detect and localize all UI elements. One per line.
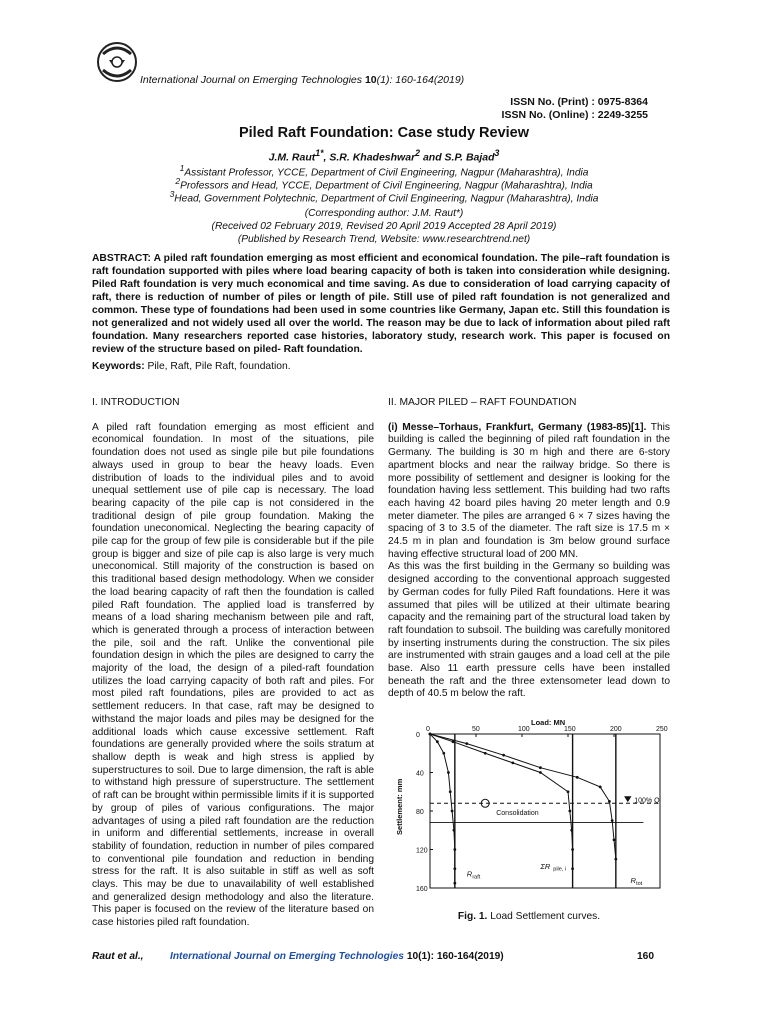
journal-logo	[95, 40, 139, 84]
y-tick-label: 0	[416, 732, 420, 739]
footer-journal: International Journal on Emerging Technologies 10(1): 160-164(2019)	[170, 951, 504, 962]
series-point	[571, 867, 574, 870]
series-point	[576, 776, 579, 779]
q-marker	[624, 796, 631, 802]
series-point	[449, 790, 452, 793]
figure-label: Fig. 1.	[457, 911, 488, 922]
column-left	[92, 397, 374, 930]
author-list	[0, 148, 768, 164]
series-point	[539, 771, 542, 774]
affiliation-2: $^2$Professors and Head, YCCE, Department of Civil Engineering, Nagpur (Maharashtra), India	[175, 176, 593, 192]
series-point	[611, 819, 614, 822]
figure-caption	[388, 911, 670, 922]
series-point	[608, 800, 611, 803]
case-text-1: This building is called the beginning of piled raft foundation in the Germany. The building is 30 m high and there are 6-story apartment blocks and near the railway bridge. So there is more possibility of settlement and designer is looking for the foundation having less settlement. This building had two rafts each having 42 board piles having 20 meter length and 0.9 meter diameter. The piles are arranged 6 × 7 sizes having the spacing of 3 to 3.5 of the diameter. The raft size is 17.5 m × 24.5 m in plan and foundation is 3m below ground surface having effective structural load of 200 MN.	[388, 421, 670, 560]
label-pile: ΣR	[540, 861, 551, 871]
case-label: (i) Messe–Torhaus, Frankfurt, Germany (1983-85)[1].	[388, 421, 647, 433]
author-1-sup: 1*	[315, 148, 324, 158]
issn-print: ISSN No. (Print) : 0975-8364	[510, 96, 648, 108]
author-3-sup: 3	[494, 148, 500, 158]
y-tick-label: 120	[416, 847, 428, 855]
series-point	[436, 740, 439, 743]
received-dates: (Received 02 February 2019, Revised 20 April 2019 Accepted 28 April 2019)	[211, 221, 557, 232]
series-point	[429, 733, 432, 736]
keywords-label: Keywords:	[92, 361, 145, 372]
series-point	[451, 810, 454, 813]
journal-issue: (1): 160-164(2019)	[376, 74, 465, 86]
annotation-consolidation: Consolidation	[496, 809, 539, 817]
series-point	[567, 790, 570, 793]
y-tick-label: 40	[416, 770, 424, 778]
author-1: J.M. Raut	[268, 151, 316, 164]
series-point	[442, 752, 445, 755]
label-tot-sub: tot	[636, 881, 643, 888]
keywords-text: Pile, Raft, Pile Raft, foundation.	[144, 361, 291, 372]
series-point	[453, 867, 456, 870]
x-tick-label: 150	[564, 726, 576, 733]
annotation-q: 100% Q	[634, 797, 660, 805]
label-raft: R	[466, 869, 473, 879]
series-point	[453, 848, 456, 851]
series-point	[465, 742, 468, 745]
x-tick-label: 0	[426, 726, 430, 733]
series-point	[571, 848, 574, 851]
x-tick-label: 250	[656, 726, 668, 733]
intro-body: A piled raft foundation emerging as most efficient and economical foundation. In most of the situations, pile foundation does not used as single pile but pile foundations always used in group to bear the heavy loads. Even distribution of loads to the individual piles and to avoid unequal settlement use of pile cap is necessary. The load bearing capacity of the pile cap is not considered in the traditional design of pile group foundation. Making the foundation uneconomical. Neglecting the bearing capacity of pile cap for the group of few pile is considerable but if the pile group is bigger and size of pile cap is also large is very much uneconomical. Still majority of the construction is based on this traditional based design methodology. When we consider the load bearing capacity of raft then the foundation is called piled Raft foundation. The applied load is transferred by means of a load sharing mechanism between pile and raft, which is generated through a process of interaction between the pile, soil and the raft. Unlike the conventional pile foundation design in which the piles are designed to carry the majority of the load, the design of a piled-raft foundation utilizes the load carrying capacity of both raft and piles. For most piled raft foundations, piles are provided to act as settlement reducers. In that case, raft may be designed to withstand the major loads and piles may be designed for the additional loads which cause excessive settlement. Raft foundations are generally provided where the soils stratum at shallow depth is weak and high stress is applied by superstructures to soil. Due to large dimension, the raft is able to withstand high pressure of superstructure. The settlement of raft can be brought within permissible limits if it is supported by group of piles of various configurations. The major advantages of using a piled raft foundation are the reduction in uniform and differential settlements, increase in overall stability of foundation, reduction in number of piles compared to conventional pile foundation and reduction in bending stress for the raft. It is also suitable in stiff as well as soft clays. This may be due to unavailability of well established and generalized design methodology and also the literature. This paper is focused on the review of the literature based on case histories piled raft foundation.	[92, 421, 374, 929]
series-point	[511, 761, 514, 764]
case-paragraph-2: As this was the first building in the Germany so building was designed according to the conventional approach suggested by German codes for fully Piled Raft foundations. Here it was assumed that piles will be utilized at their ultimate bearing capacity and the remaining part of the structural load taken by raft foundation to subsoil. The building was carefully monitored by inserting instruments during the construction. The six piles are instrumented with strain gauges and a load cell at the pile base. Also 11 earth pressure cells have been installed beneath the raft and the three extensometer lead down to depth of 40.5 m below the raft.	[388, 561, 670, 700]
keywords	[92, 361, 291, 372]
x-tick-label: 50	[472, 726, 480, 733]
load-settlement-chart	[378, 716, 674, 908]
series-point	[614, 858, 617, 861]
y-tick-label: 160	[416, 886, 428, 893]
series-point	[613, 838, 616, 841]
affiliation-3: $^3$Head, Government Polytechnic, Department of Civil Engineering, Nagpur (Maharashtra), India	[169, 189, 599, 205]
author-2-sup: 2	[415, 148, 421, 158]
series-point	[453, 882, 456, 885]
author-2: , S.R. Khadeshwar	[323, 151, 416, 164]
section-heading-intro: I. INTRODUCTION	[92, 397, 180, 408]
affiliation-1: $^1$Assistant Professor, YCCE, Department of Civil Engineering, Nagpur (Maharashtra), India	[179, 163, 589, 179]
case-paragraph-1	[388, 422, 670, 562]
author-3: and S.P. Bajad	[420, 151, 495, 164]
label-pile-sub: pile, i	[553, 866, 567, 873]
section-heading-major: II. MAJOR PILED – RAFT FOUNDATION	[388, 397, 577, 408]
series-point	[453, 829, 456, 832]
page-number: 160	[637, 951, 654, 962]
corresponding-author: (Corresponding author: J.M. Raut*)	[304, 208, 464, 219]
paper-title: Piled Raft Foundation: Case study Review	[238, 125, 530, 141]
footer-author: Raut et al.,	[92, 951, 144, 962]
series-point	[484, 752, 487, 755]
series-point	[570, 829, 573, 832]
series-point	[447, 771, 450, 774]
series-line	[430, 734, 616, 859]
figure-caption-text: Load Settlement curves.	[487, 911, 601, 922]
series-point	[539, 766, 542, 769]
publisher-line: (Published by Research Trend, Website: www.researchtrend.net)	[237, 234, 531, 245]
x-tick-label: 200	[610, 726, 622, 733]
label-tot: R	[630, 876, 636, 886]
journal-name: International Journal on Emerging Technologies	[140, 74, 363, 86]
y-axis-label: Settlement: mm	[395, 778, 404, 835]
column-right	[388, 397, 670, 701]
journal-volume: 10	[364, 74, 377, 86]
x-tick-label: 100	[518, 726, 530, 733]
series-point	[599, 786, 602, 789]
abstract: ABSTRACT: A piled raft foundation emerging as most efficient and economical foundation. The pile–raft foundation is raft foundation supported with piles where load bearing capacity of both is taken into consideration while designing. Piled Raft foundation is very much economical and time saving. As due to consideration of load carrying capacity of raft, there is reduction of number of piles or length of pile. Still use of piled raft foundation is not generalized and common. These type of foundations had been used in some countries like Germany, Japan etc. Still this foundation is not generalized and not widely used all over the world. The reason may be due to lack of information about piled raft foundation. Many researchers reported case histories, laboratory study, research work. This paper is focused on review of the structure based on piled- Raft foundation.	[92, 253, 670, 355]
series-point	[568, 810, 571, 813]
label-raft-sub: raft	[472, 874, 481, 881]
series-point	[502, 754, 505, 757]
x-axis-label: Load: MN	[531, 718, 566, 727]
series-line	[430, 734, 455, 883]
issn-online: ISSN No. (Online) : 2249-3255	[501, 109, 648, 121]
journal-header	[140, 74, 464, 86]
y-tick-label: 80	[416, 809, 424, 816]
